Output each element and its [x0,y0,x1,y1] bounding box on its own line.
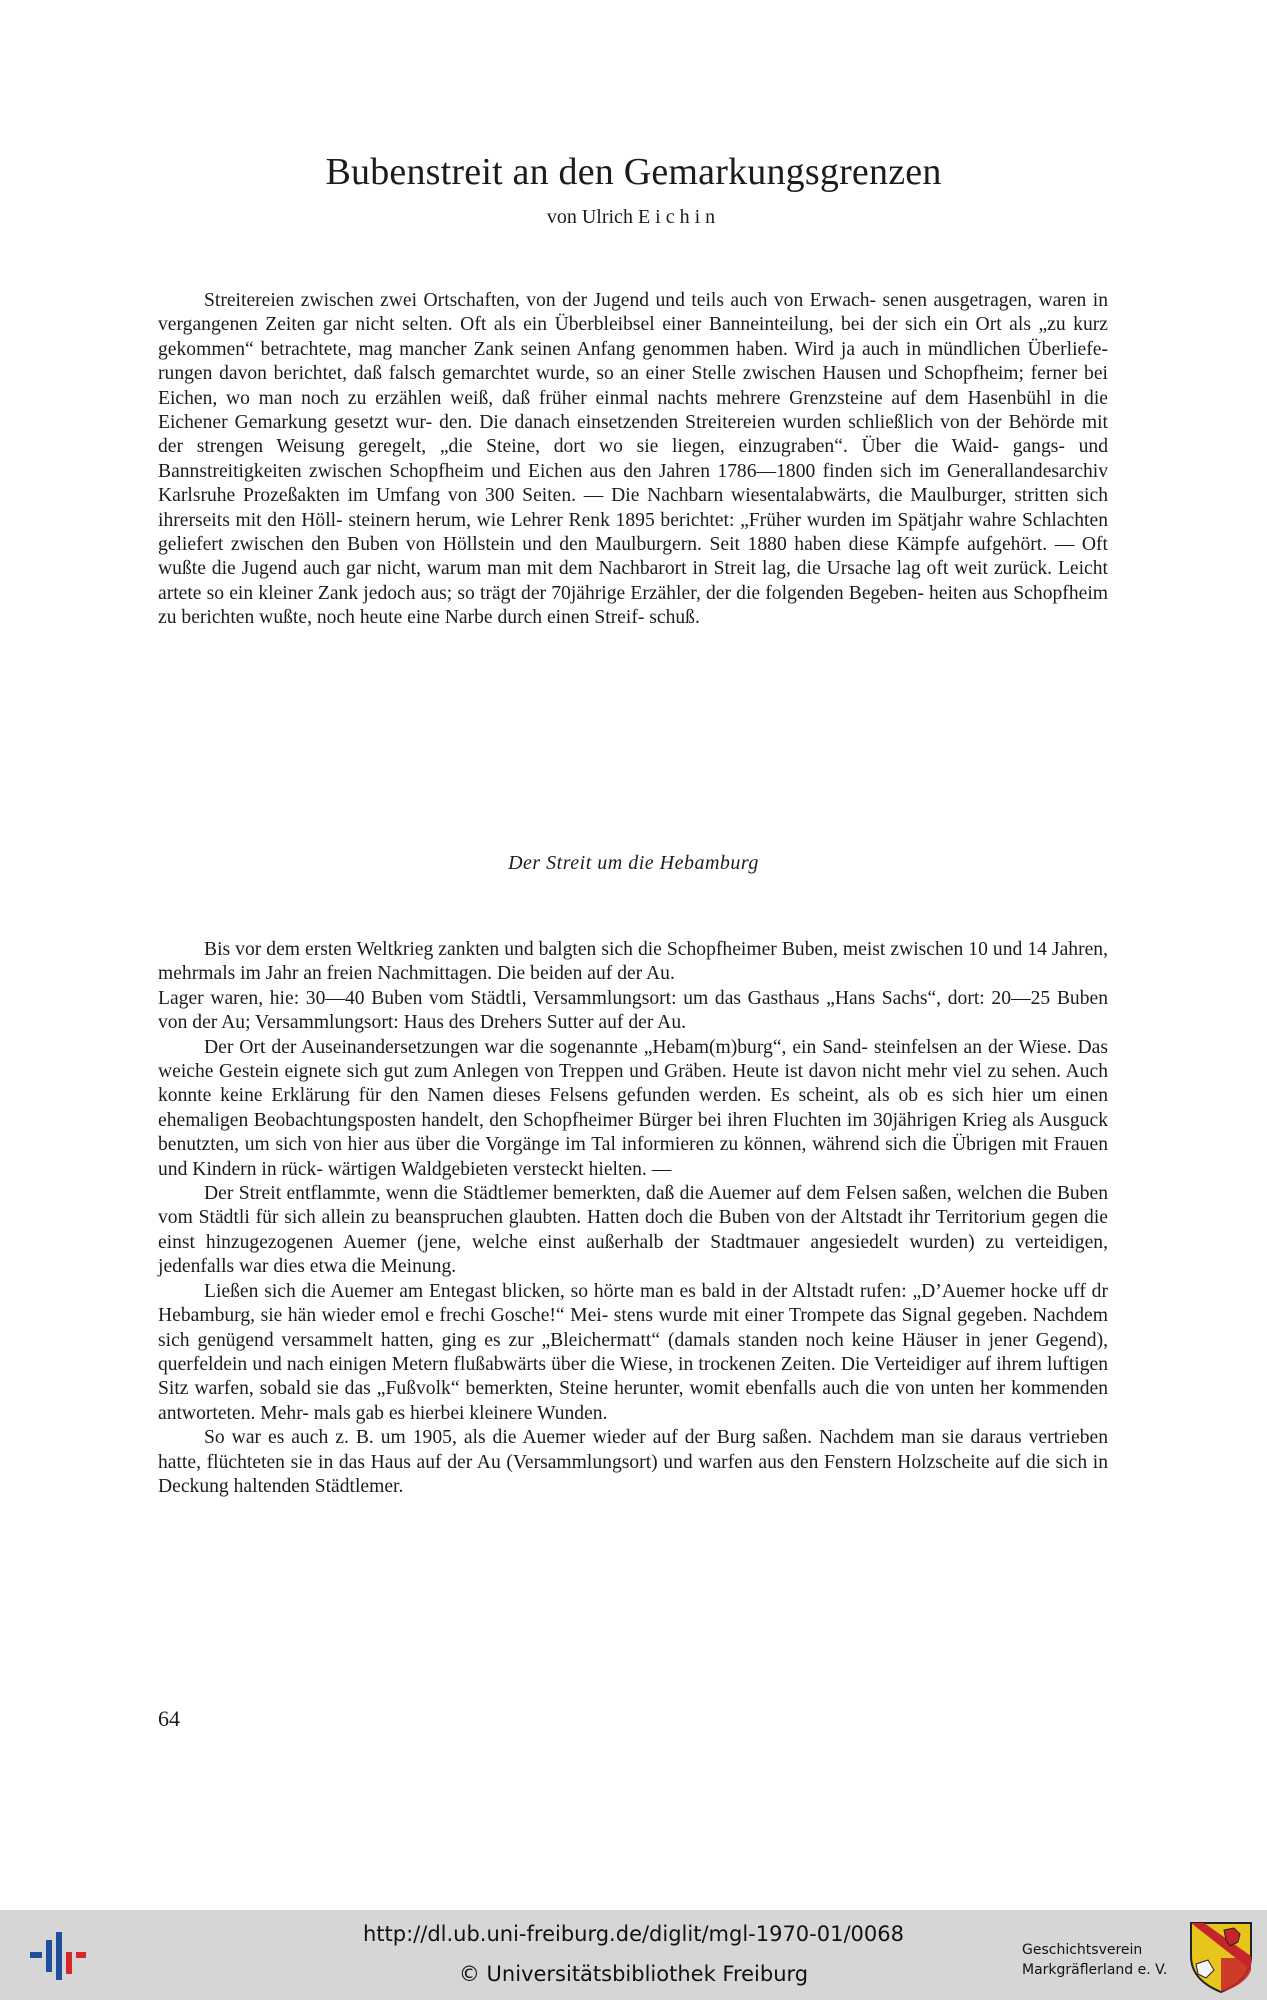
byline-prefix: von Ulrich [546,206,633,228]
article-title: Bubenstreit an den Gemarkungsgrenzen [325,151,942,193]
section-heading: Der Streit um die Hebamburg [508,852,759,874]
body-paragraph-6: So war es auch z. B. um 1905, als die Auemer wieder auf der Burg saßen. Nachdem man sie daraus vertrieben hatte, flüchteten sie in das Haus auf der Au (Versammlungsort) und warfen aus den Fenstern Holzscheite auf die sich in Deckung haltenden Städtlemer. [158,1427,1108,1497]
society-name [1022,1940,1167,1980]
footer-copyright: © Universitätsbibliothek Freiburg [458,1962,809,1986]
section-body [158,938,1108,1499]
footer-bar [0,1910,1267,2000]
society-name-line1: Geschichtsverein [1022,1942,1143,1958]
body-paragraph-1: Bis vor dem ersten Weltkrieg zankten und balgten sich die Schopfheimer Buben, meist zwischen 10 und 14 Jahren, mehrmals im Jahr an freien Nachmittagen. Die beiden auf der Au. [158,939,1108,985]
body-paragraph-5: Ließen sich die Auemer am Entegast blicken, so hörte man es bald in der Altstadt rufen: „D’Auemer hocke uff dr Hebamburg, sie hän wieder emol e frechi Gosche!“ Mei- stens wurde mit einer Trompete das Signal gegeben. Nachdem sich genügend versammelt hatten, ging es zur „Bleichermatt“ (damals standen noch keine Häuser in jener Gegend), querfeldein und nach einigen Metern flußabwärts über die Wiese, in trockenen Zeiten. Die Verteidiger auf ihrem luftigen Sitz warfen, sobald sie das „Fußvolk“ bemerkten, Steine herunter, womit ebenfalls auch die von unten her kommenden antworteten. Mehr- mals gab es hierbei kleinere Wunden. [158,1280,1108,1424]
byline-author-surname: Eichin [637,206,721,228]
body-paragraph-4: Der Streit entflammte, wenn die Städtlemer bemerkten, daß die Auemer auf dem Felsen saßen, welchen die Buben vom Städtli für sich allein zu beanspruchen glaubten. Hatten doch die Buben von der Altstadt ihr Territorium gegen die einst hinzugezogenen Auemer (jene, welche einst außerhalb der Stadtmauer angesiedelt wurden) zu verteidigen, jedenfalls war dies etwa die Meinung. [158,1183,1108,1278]
footer-url-link[interactable]: http://dl.ub.uni-freiburg.de/diglit/mgl-1970-01/0068 [362,1922,904,1946]
society-name-line2: Markgräflerland e. V. [1022,1962,1168,1978]
article-byline [0,206,1267,229]
body-paragraph-3: Der Ort der Auseinandersetzungen war die sogenannte „Hebam(m)burg“, ein Sand- steinfelsen an der Wiese. Das weiche Gestein eignete sich gut zum Anlegen von Treppen und Gräben. Heute ist davon nicht mehr viel zu sehen. Auch konnte keine Erklärung für den Namen dieses Felsens gefunden werden. Es scheint, als ob es sich hier um einen ehemaligen Beobachtungsposten handelt, den Schopfheimer Bürger bei ihren Fluchten im 30jährigen Krieg als Ausguck benutzten, um sich von hier aus über die Vorgänge im Tal informieren zu können, während sich die Übrigen mit Frauen und Kindern in rück- wärtigen Waldgebieten versteckt hielten. — [158,1036,1108,1180]
body-paragraph-2: Lager waren, hie: 30—40 Buben vom Städtli, Versammlungsort: um das Gasthaus „Hans Sachs“, dort: 20—25 Buben von der Au; Versammlungsort: Haus des Drehers Sutter auf der Au. [158,987,1108,1034]
page-number: 64 [158,1706,180,1731]
intro-paragraph: Streitereien zwischen zwei Ortschaften, von der Jugend und teils auch von Erwach- senen ausgetragen, waren in vergangenen Zeiten gar nicht selten. Oft als ein Überbleibsel einer Banneinteilung, bei der sich ein Ort als „zu kurz gekommen“ betrachtete, mag mancher Zank seinen Anfang genommen haben. Wird ja auch in mündlichen Überliefe- rungen davon berichtet, daß falsch gemarchtet wurde, so an einer Stelle zwischen Hausen und Schopfheim; ferner bei Eichen, wo man noch zu erzählen weiß, daß früher einmal nachts mehrere Grenzsteine auf dem Hasenbühl in die Eichener Gemarkung gesetzt wur- den. Die danach einsetzenden Streitereien wurden schließlich von der Behörde mit der strengen Weisung geregelt, „die Steine, dort wo sie liegen, einzugraben“. Über die Waid- gangs- und Bannstreitigkeiten zwischen Schopfheim und Eichen aus den Jahren 1786—1800 finden sich im Generallandesarchiv Karlsruhe Prozeßakten im Umfang von 300 Seiten. — Die Nachbarn wiesentalabwärts, die Maulburger, stritten sich ihrerseits mit den Höll- steinern herum, wie Lehrer Renk 1895 berichtet: „Früher wurden im Spätjahr wahre Schlachten geliefert zwischen den Buben von Höllstein und den Maulburgern. Seit 1880 haben diese Kämpfe aufgehört. — Oft wußte die Jugend auch gar nicht, warum man mit dem Nachbarort in Streit lag, die Ursache lag oft weit zurück. Leicht artete so ein kleiner Zank jedoch aus; so trägt der 70jährige Erzähler, der die folgenden Begeben- heiten aus Schopfheim zu berichten wußte, noch heute eine Narbe durch einen Streif- schuß. [158,290,1108,629]
coat-of-arms-icon [1188,1920,1254,1994]
intro-text [158,289,1108,631]
